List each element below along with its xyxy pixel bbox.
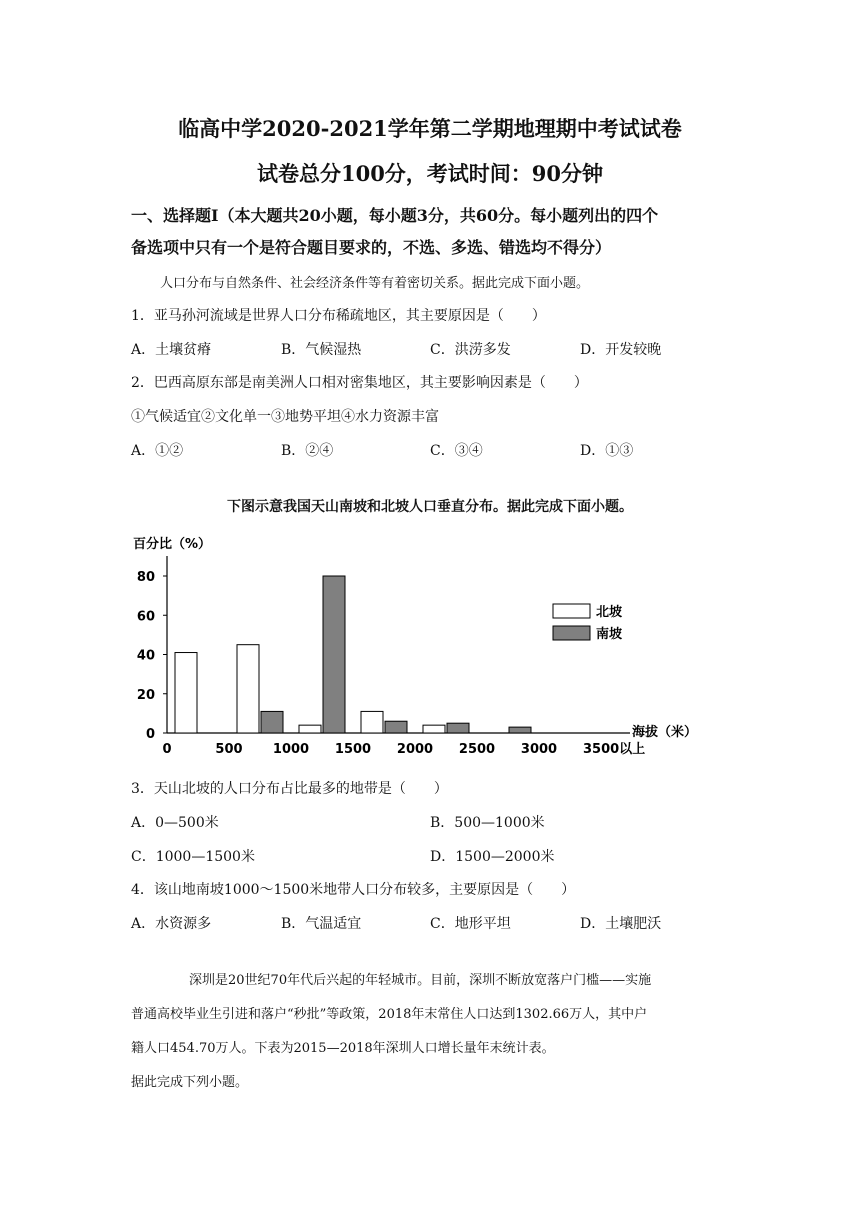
q2-option-b: B．②④ <box>281 443 334 459</box>
q1-option-a: A．土壤贫瘠 <box>131 342 212 358</box>
bar-south <box>323 576 345 733</box>
exam-title: 临高中学2020-2021学年第二学期地理期中考试试卷 <box>178 116 682 141</box>
y-tick-label: 20 <box>136 687 155 703</box>
q1-stem: 1．亚马孙河流域是世界人口分布稀疏地区，其主要原因是（ ） <box>131 308 546 324</box>
x-tick-label: 2500 <box>458 742 496 757</box>
x-axis-label: 海拔（米） <box>632 725 698 740</box>
exam-subtitle: 试卷总分100分，考试时间：90分钟 <box>256 161 604 186</box>
q2-option-d: D．①③ <box>580 443 634 459</box>
q2-statements: ①气候适宜②文化单一③地势平坦④水力资源丰富 <box>131 409 439 425</box>
y-tick-label: 80 <box>136 570 155 585</box>
q3-option-a: A．0—500米 <box>131 815 219 831</box>
bar-north <box>423 725 445 733</box>
q2-stem: 2．巴西高原东部是南美洲人口相对密集地区，其主要影响因素是（ ） <box>131 375 588 391</box>
bar-south <box>385 721 407 733</box>
bar-south <box>261 711 283 733</box>
passage-line3: 籍人口454.70万人。下表为2015—2018年深圳人口增长量年末统计表。 <box>131 1041 555 1056</box>
legend-north-swatch <box>553 604 590 618</box>
x-tick-label: 0 <box>162 742 172 757</box>
x-tick-label: 3000 <box>520 742 558 757</box>
passage-line2: 普通高校毕业生引进和落户“秒批”等政策，2018年末常住人口达到1302.66万人，其中户 <box>131 1007 648 1022</box>
q3-option-d: D．1500—2000米 <box>430 849 555 865</box>
q3-option-c: C．1000—1500米 <box>131 849 255 865</box>
legend-south-label: 南坡 <box>596 627 623 642</box>
chart-caption: 下图示意我国天山南坡和北坡人口垂直分布。据此完成下面小题。 <box>227 499 633 515</box>
q1-option-c: C．洪涝多发 <box>430 342 511 358</box>
legend-north-label: 北坡 <box>596 605 623 620</box>
legend-south-swatch <box>553 626 590 640</box>
passage-line4: 据此完成下列小题。 <box>131 1075 249 1090</box>
y-tick-label: 0 <box>145 727 155 742</box>
q4-option-d: D．土壤肥沃 <box>580 916 662 932</box>
y-axis-label: 百分比（%） <box>133 537 212 552</box>
bar-south <box>447 723 469 733</box>
q3-option-b: B．500—1000米 <box>430 815 545 831</box>
bar-north <box>299 725 321 733</box>
q4-option-a: A．水资源多 <box>131 916 212 932</box>
passage-line1: 深圳是20世纪70年代后兴起的年轻城市。目前，深圳不断放宽落户门槛——实施 <box>189 973 652 988</box>
q3-stem: 3．天山北坡的人口分布占比最多的地带是（ ） <box>131 781 448 797</box>
q4-option-b: B．气温适宜 <box>281 916 362 932</box>
q1-option-b: B．气候湿热 <box>281 342 362 358</box>
y-tick-label: 60 <box>136 609 155 625</box>
section-heading-line1: 一、选择题Ⅰ（本大题共20小题，每小题3分，共60分。每小题列出的四个 <box>131 206 659 225</box>
population-chart <box>120 528 720 763</box>
q2-option-c: C．③④ <box>430 443 483 459</box>
x-tick-label: 1500 <box>334 742 372 757</box>
bar-north <box>175 653 197 733</box>
x-tick-label: 500 <box>215 742 243 757</box>
section-heading-line2: 备选项中只有一个是符合题目要求的，不选、多选、错选均不得分） <box>131 238 612 257</box>
q1-option-d: D．开发较晚 <box>580 342 662 358</box>
q2-option-a: A．①② <box>131 443 184 459</box>
group1-intro: 人口分布与自然条件、社会经济条件等有着密切关系。据此完成下面小题。 <box>160 276 590 291</box>
q4-stem: 4．该山地南坡1000～1500米地带人口分布较多，主要原因是（ ） <box>131 882 576 898</box>
bar-south <box>509 727 531 733</box>
bar-north <box>361 711 383 733</box>
y-tick-label: 40 <box>136 648 155 664</box>
q4-option-c: C．地形平坦 <box>430 916 511 932</box>
x-tick-label: 3500以上 <box>583 742 646 757</box>
x-tick-label: 2000 <box>396 742 434 757</box>
x-tick-label: 1000 <box>272 742 310 757</box>
bar-north <box>237 645 259 733</box>
